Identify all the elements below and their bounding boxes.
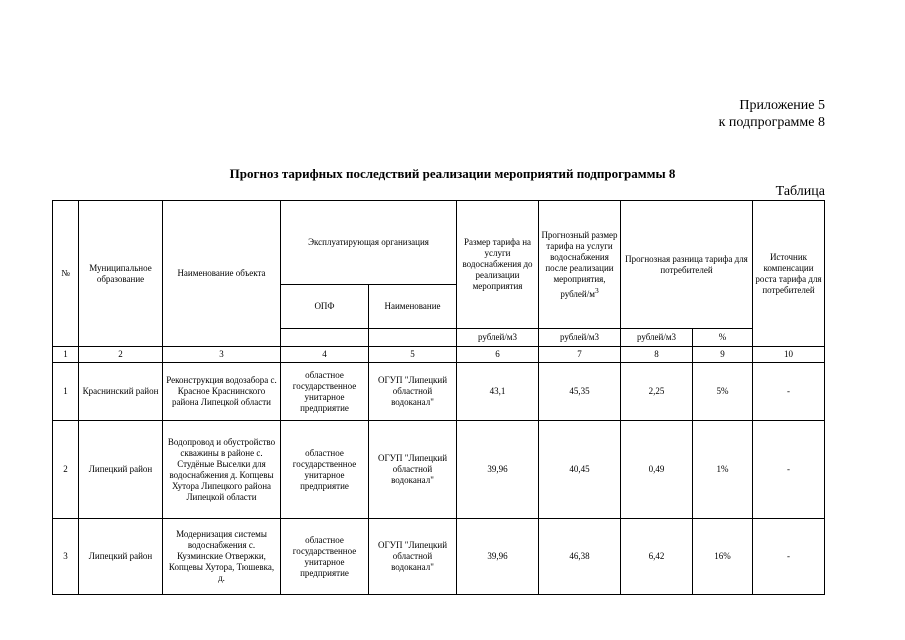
unit-col8: рублей/м3 [621,329,693,347]
unit-col5 [369,329,457,347]
row-source: - [753,421,825,519]
row-diff-pct: 1% [693,421,753,519]
row-opf: областное государственное унитарное предприятие [281,519,369,595]
col-number: 3 [163,347,281,363]
unit-col7: рублей/м3 [539,329,621,347]
col-number: 8 [621,347,693,363]
header-tariff-after [539,201,621,329]
header-opf: ОПФ [281,285,369,329]
row-tariff-before: 43,1 [457,363,539,421]
unit-col4 [281,329,369,347]
col-number: 2 [79,347,163,363]
row-opf: областное государственное унитарное предприятие [281,421,369,519]
header-operator: Эксплуатирующая организация [281,201,457,285]
table-row [53,421,825,519]
column-number-row [53,347,825,363]
row-tariff-before: 39,96 [457,421,539,519]
row-operator-name: ОГУП "Липецкий областной водоканал" [369,519,457,595]
header-num: № [53,201,79,347]
row-tariff-after: 40,45 [539,421,621,519]
unit-col9: % [693,329,753,347]
row-object: Водопровод и обустройство скважины в районе с. Студёные Выселки для водоснабжения д. Копцевы Хутора Липецкого района Липецкой области [163,421,281,519]
row-num: 3 [53,519,79,595]
row-num: 1 [53,363,79,421]
row-municipality: Липецкий район [79,421,163,519]
row-opf: областное государственное унитарное предприятие [281,363,369,421]
row-source: - [753,519,825,595]
table-row [53,519,825,595]
appendix-line-2: к подпрограмме 8 [718,115,825,130]
row-diff-rub: 0,49 [621,421,693,519]
col-number: 9 [693,347,753,363]
row-operator-name: ОГУП "Липецкий областной водоканал" [369,421,457,519]
header-municipality: Муниципальное образование [79,201,163,347]
table-label: Таблица [775,184,825,199]
row-municipality: Краснинский район [79,363,163,421]
row-municipality: Липецкий район [79,519,163,595]
row-object: Реконструкция водозабора с. Красное Краснинского района Липецкой области [163,363,281,421]
row-diff-rub: 2,25 [621,363,693,421]
unit-col6: рублей/м3 [457,329,539,347]
header-name: Наименование [369,285,457,329]
col-number: 4 [281,347,369,363]
row-num: 2 [53,421,79,519]
header-source: Источник компенсации роста тарифа для потребителей [753,201,825,347]
row-diff-pct: 5% [693,363,753,421]
row-object: Модернизация системы водоснабжения с. Кузминские Отвержки, Копцевы Хутора, Тюшевка, д. [163,519,281,595]
header-diff: Прогнозная разница тарифа для потребителей [621,201,753,329]
col-number: 10 [753,347,825,363]
header-row-1 [53,201,825,285]
appendix-line-1: Приложение 5 [739,98,825,113]
row-tariff-after: 46,38 [539,519,621,595]
tariff-forecast-table [52,200,825,595]
row-tariff-before: 39,96 [457,519,539,595]
row-diff-rub: 6,42 [621,519,693,595]
col-number: 7 [539,347,621,363]
header-object: Наименование объекта [163,201,281,347]
row-diff-pct: 16% [693,519,753,595]
col-number: 1 [53,347,79,363]
row-tariff-after: 45,35 [539,363,621,421]
table-row [53,363,825,421]
col-number: 6 [457,347,539,363]
col-number: 5 [369,347,457,363]
header-tariff-after-sup: 3 [594,285,599,295]
row-operator-name: ОГУП "Липецкий областной водоканал" [369,363,457,421]
header-tariff-before: Размер тарифа на услуги водоснабжения до реализации мероприятия [457,201,539,329]
row-source: - [753,363,825,421]
document-title: Прогноз тарифных последствий реализации мероприятий подпрограммы 8 [229,166,676,181]
header-tariff-after-text: Прогнозный размер тарифа на услуги водоснабжения после реализации мероприятия, рублей/м [541,229,618,299]
appendix-reference [719,97,825,131]
